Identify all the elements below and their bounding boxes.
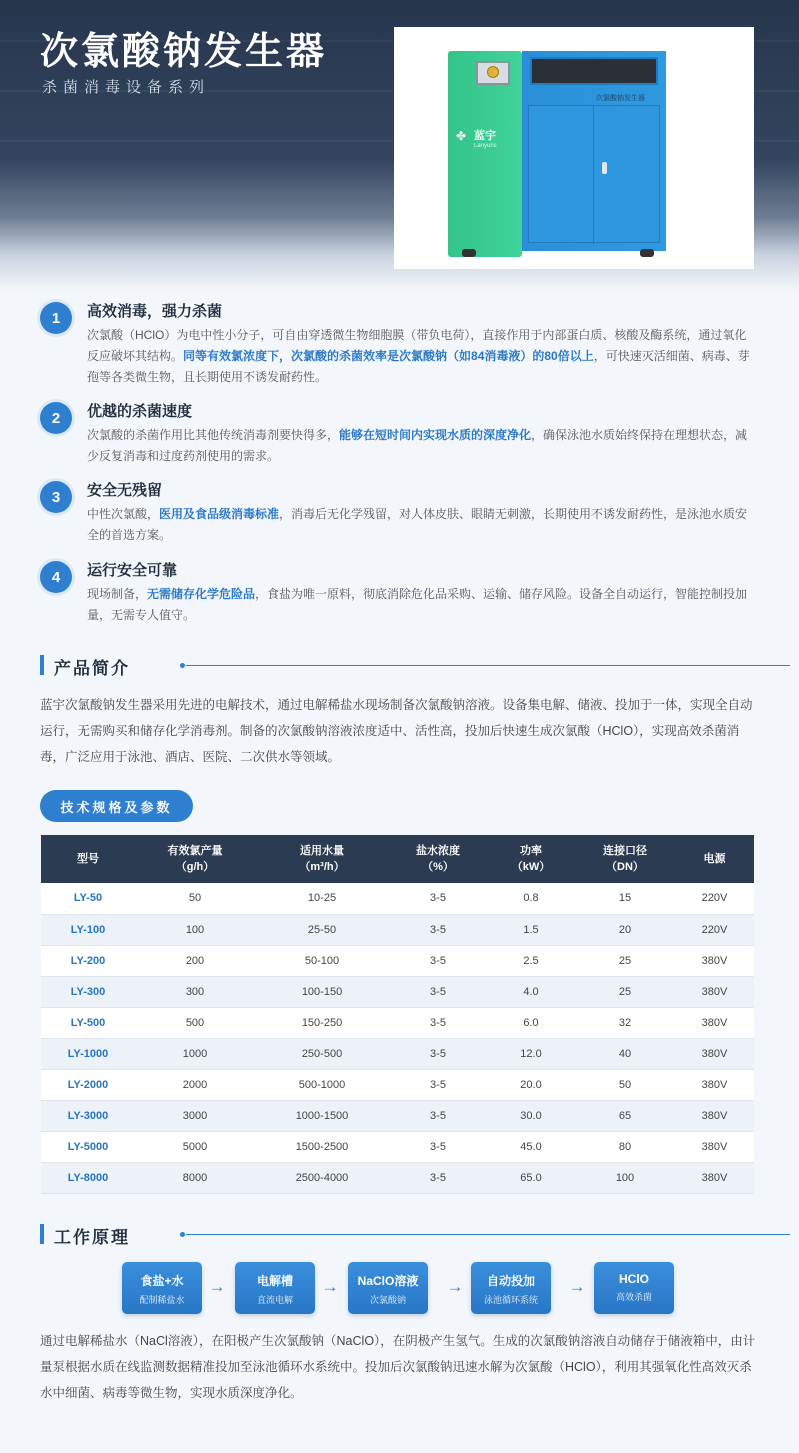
table-header-water-volume: 适用水量 （m³/h） xyxy=(255,835,389,883)
table-row xyxy=(41,1069,754,1100)
arrow-right-icon: → xyxy=(568,1277,586,1296)
table-row xyxy=(41,945,754,976)
table-cell-model: LY-8000 xyxy=(41,1162,135,1193)
feature-number-badge: 2 xyxy=(40,402,72,434)
process-flow xyxy=(122,1262,682,1314)
flow-step-title: 电解槽 xyxy=(256,1274,293,1288)
feature-title: 安全无残留 xyxy=(87,482,163,499)
table-cell: 220V xyxy=(675,914,754,945)
flow-step xyxy=(348,1262,428,1314)
feature-text: ，可快速灭活细菌、病毒、芽孢等各类微生物，且长期使用不诱发耐药性。 xyxy=(87,349,750,384)
table-cell: 50-100 xyxy=(255,945,389,976)
table-cell: 25-50 xyxy=(255,914,389,945)
table-cell: 3-5 xyxy=(389,914,487,945)
brand-name-en: Lanyuns xyxy=(474,143,497,149)
table-cell: 3-5 xyxy=(389,976,487,1007)
control-panel-icon xyxy=(476,61,510,85)
table-cell: 25 xyxy=(575,976,675,1007)
table-cell: 2000 xyxy=(135,1069,255,1100)
arrow-right-icon: → xyxy=(321,1277,339,1296)
table-cell: 100 xyxy=(575,1162,675,1193)
table-cell: 300 xyxy=(135,976,255,1007)
heading-divider-line xyxy=(186,1234,790,1235)
table-cell: 380V xyxy=(675,1131,754,1162)
flow-step-subtitle: 配制稀盐水 xyxy=(139,1295,185,1305)
feature-highlight: 同等有效氯浓度下，次氯酸的杀菌效率是次氯酸钠（如84消毒液）的80倍以上 xyxy=(183,349,594,363)
feature-highlight: 医用及食品级消毒标准 xyxy=(159,507,280,521)
table-header-power-supply: 电源 xyxy=(675,835,754,883)
page-subtitle: 杀菌消毒设备系列 xyxy=(42,79,211,96)
heading-accent-bar xyxy=(40,1224,44,1244)
table-header-chlorine-output: 有效氯产量 （g/h） xyxy=(135,835,255,883)
table-cell: 3-5 xyxy=(389,1100,487,1131)
feature-description xyxy=(87,425,753,467)
table-row xyxy=(41,1162,754,1193)
flow-step-subtitle: 直流电解 xyxy=(256,1295,293,1305)
table-cell: 3000 xyxy=(135,1100,255,1131)
table-cell: 380V xyxy=(675,1007,754,1038)
table-cell-model: LY-50 xyxy=(41,883,135,914)
flow-step-title: 自动投加 xyxy=(486,1274,535,1288)
flow-step-subtitle: 泳池循环系统 xyxy=(483,1295,538,1305)
table-cell: 12.0 xyxy=(487,1038,575,1069)
table-header-row xyxy=(41,835,754,883)
hero-banner xyxy=(0,0,799,290)
feature-text: 次氯酸（HClO）为电中性小分子，可自由穿透微生物细胞膜（带负电荷），直接作用于内部蛋白质、核酸及酶系统，通过氧化反应破坏其结构。 xyxy=(87,328,747,363)
table-cell: 32 xyxy=(575,1007,675,1038)
feature-text: 现场制备， xyxy=(87,587,148,601)
table-cell: 20 xyxy=(575,914,675,945)
table-row xyxy=(41,883,754,914)
table-header-connection-size: 连接口径 （DN） xyxy=(575,835,675,883)
table-cell: 1500-2500 xyxy=(255,1131,389,1162)
product-image xyxy=(394,27,754,269)
table-cell: 500 xyxy=(135,1007,255,1038)
table-cell: 3-5 xyxy=(389,945,487,976)
table-cell: 0.8 xyxy=(487,883,575,914)
table-cell-model: LY-5000 xyxy=(41,1131,135,1162)
table-cell: 8000 xyxy=(135,1162,255,1193)
table-cell: 40 xyxy=(575,1038,675,1069)
table-cell: 250-500 xyxy=(255,1038,389,1069)
table-cell: 380V xyxy=(675,945,754,976)
section-heading-text: 产品简介 xyxy=(54,659,130,678)
table-cell: 3-5 xyxy=(389,1038,487,1069)
table-cell: 2.5 xyxy=(487,945,575,976)
table-cell: 3-5 xyxy=(389,1007,487,1038)
table-cell: 50 xyxy=(575,1069,675,1100)
table-cell: 50 xyxy=(135,883,255,914)
table-cell: 65.0 xyxy=(487,1162,575,1193)
wheel-icon xyxy=(462,249,476,257)
door-handle-icon xyxy=(602,162,607,174)
machine-control-cabinet xyxy=(448,51,522,257)
table-cell-model: LY-100 xyxy=(41,914,135,945)
table-cell: 220V xyxy=(675,883,754,914)
table-cell: 65 xyxy=(575,1100,675,1131)
flow-step-title: HClO xyxy=(619,1272,649,1286)
table-cell: 5000 xyxy=(135,1131,255,1162)
machine-tank-window xyxy=(530,57,658,85)
table-cell-model: LY-300 xyxy=(41,976,135,1007)
flow-step-subtitle: 次氯酸钠 xyxy=(369,1295,406,1305)
table-cell-model: LY-1000 xyxy=(41,1038,135,1069)
flow-step-title: 食盐+水 xyxy=(140,1274,184,1288)
feature-description xyxy=(87,504,753,546)
feature-text: ，食盐为唯一原料，彻底消除危化品采购、运输、储存风险。设备全自动运行，智能控制投加量，无需专人值守。 xyxy=(87,587,748,622)
table-row xyxy=(41,914,754,945)
table-row xyxy=(41,976,754,1007)
flow-step xyxy=(471,1262,551,1314)
arrow-right-icon: → xyxy=(446,1277,464,1296)
feature-title: 运行安全可靠 xyxy=(87,562,178,579)
feature-title: 优越的杀菌速度 xyxy=(87,403,193,420)
flower-icon: ✤ xyxy=(456,129,467,143)
flow-step-subtitle: 高效杀菌 xyxy=(615,1292,652,1302)
feature-text: 中性次氯酸， xyxy=(87,507,160,521)
spec-heading-pill: 技术规格及参数 xyxy=(40,790,193,822)
page-title: 次氯酸钠发生器 xyxy=(40,31,328,73)
table-cell-model: LY-200 xyxy=(41,945,135,976)
table-cell: 6.0 xyxy=(487,1007,575,1038)
feature-number-badge: 4 xyxy=(40,561,72,593)
feature-description xyxy=(87,325,753,388)
feature-text: ，消毒后无化学残留，对人体皮肤、眼睛无刺激，长期使用不诱发耐药性，是泳池水质安全的首选方案。 xyxy=(87,507,748,542)
table-cell: 1000-1500 xyxy=(255,1100,389,1131)
table-cell-model: LY-3000 xyxy=(41,1100,135,1131)
table-cell: 25 xyxy=(575,945,675,976)
table-cell: 380V xyxy=(675,976,754,1007)
table-cell: 1000 xyxy=(135,1038,255,1069)
table-row xyxy=(41,1038,754,1069)
table-cell: 380V xyxy=(675,1069,754,1100)
table-cell: 20.0 xyxy=(487,1069,575,1100)
feature-text: 次氯酸的杀菌作用比其他传统消毒剂要快得多， xyxy=(87,428,340,442)
table-cell: 10-25 xyxy=(255,883,389,914)
flow-step-title: NaClO溶液 xyxy=(357,1274,419,1288)
machine-electrolysis-cabinet xyxy=(522,51,666,251)
table-header-brine-concentration: 盐水浓度 （%） xyxy=(389,835,487,883)
flow-step xyxy=(594,1262,674,1314)
table-cell: 200 xyxy=(135,945,255,976)
wheel-icon xyxy=(640,249,654,257)
table-cell: 380V xyxy=(675,1162,754,1193)
machine-door xyxy=(528,105,660,243)
table-row xyxy=(41,1100,754,1131)
table-cell: 30.0 xyxy=(487,1100,575,1131)
feature-number-badge: 3 xyxy=(40,481,72,513)
section-heading-principle xyxy=(40,1222,754,1246)
brand-logo xyxy=(458,127,497,149)
feature-number-badge: 1 xyxy=(40,302,72,334)
table-cell: 150-250 xyxy=(255,1007,389,1038)
table-cell: 2500-4000 xyxy=(255,1162,389,1193)
section-heading-intro xyxy=(40,653,754,677)
table-header-power: 功率 （kW） xyxy=(487,835,575,883)
table-cell: 4.0 xyxy=(487,976,575,1007)
section-heading-text: 工作原理 xyxy=(54,1228,130,1247)
table-cell: 500-1000 xyxy=(255,1069,389,1100)
table-cell: 100 xyxy=(135,914,255,945)
table-cell: 380V xyxy=(675,1038,754,1069)
table-cell: 3-5 xyxy=(389,1131,487,1162)
flow-step xyxy=(122,1262,202,1314)
table-cell: 3-5 xyxy=(389,1162,487,1193)
table-cell: 15 xyxy=(575,883,675,914)
table-cell-model: LY-2000 xyxy=(41,1069,135,1100)
machine-panel-label: 次氯酸钠发生器 xyxy=(596,95,645,102)
principle-text: 通过电解稀盐水（NaCl溶液），在阳极产生次氯酸钠（NaClO），在阴极产生氢气。生成的次氯酸钠溶液自动储存于储液箱中，由计量泵根据水质在线监测数据精准投加至泳池循环水系统中。投加后次氯酸钠迅速水解为次氯酸（HClO），利用其强氧化性高效灭杀水中细菌、病毒等微生物，实现水质深度净化。 xyxy=(40,1334,756,1400)
table-cell: 380V xyxy=(675,1100,754,1131)
table-cell: 1.5 xyxy=(487,914,575,945)
table-cell: 3-5 xyxy=(389,883,487,914)
arrow-right-icon: → xyxy=(208,1277,226,1296)
heading-accent-bar xyxy=(40,655,44,675)
table-cell: 80 xyxy=(575,1131,675,1162)
feature-highlight: 无需储存化学危险品 xyxy=(147,587,256,601)
product-intro-text: 蓝宇次氯酸钠发生器采用先进的电解技术，通过电解稀盐水现场制备次氯酸钠溶液。设备集电解、储液、投加于一体，实现全自动运行，无需购买和储存化学消毒剂。制备的次氯酸钠溶液浓度适中、活性高，投加后快速生成次氯酸（HClO），实现高效杀菌消毒，广泛应用于泳池、酒店、医院、二次供水等领域。 xyxy=(40,698,753,764)
brand-name: 蓝宇 xyxy=(474,130,496,142)
table-header-model: 型号 xyxy=(41,835,135,883)
feature-highlight: 能够在短时间内实现水质的深度净化 xyxy=(339,428,532,442)
table-row xyxy=(41,1131,754,1162)
heading-divider-line xyxy=(186,665,790,666)
feature-description xyxy=(87,584,753,626)
feature-title: 高效消毒，强力杀菌 xyxy=(87,303,223,320)
table-cell-model: LY-500 xyxy=(41,1007,135,1038)
spec-table-body xyxy=(41,883,754,1193)
table-cell: 3-5 xyxy=(389,1069,487,1100)
feature-text: ，确保泳池水质始终保持在理想状态，减少反复消毒和过度药剂使用的需求。 xyxy=(87,428,748,463)
spec-table xyxy=(41,835,754,1194)
table-cell: 100-150 xyxy=(255,976,389,1007)
flow-step xyxy=(235,1262,315,1314)
table-cell: 45.0 xyxy=(487,1131,575,1162)
table-row xyxy=(41,1007,754,1038)
